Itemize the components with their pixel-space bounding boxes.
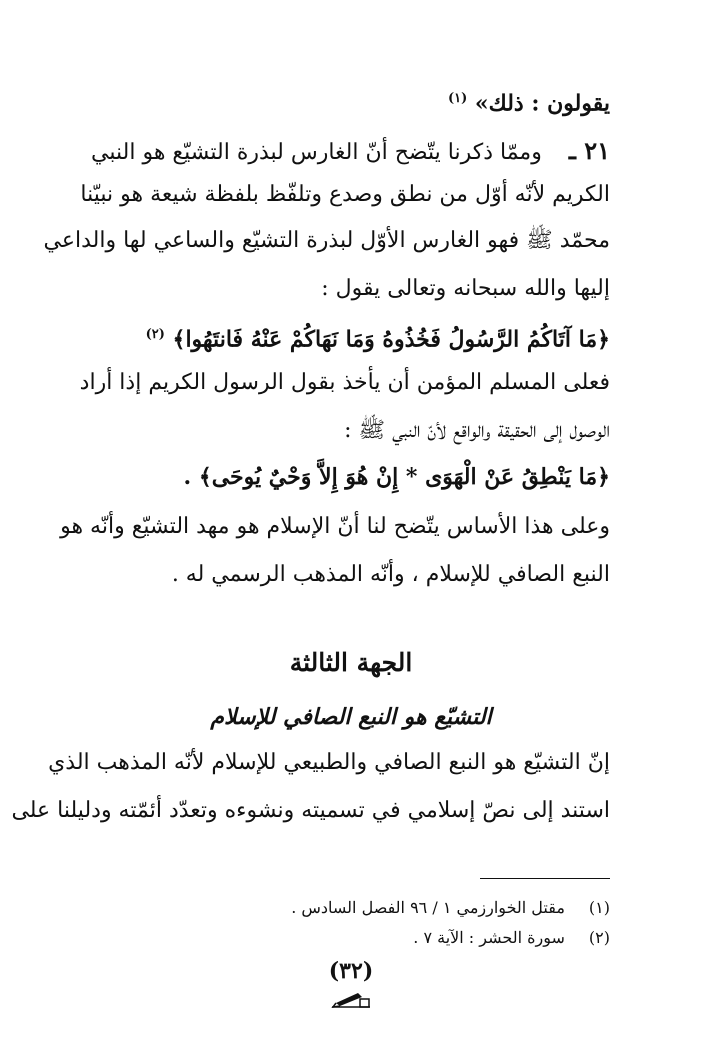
text-line-11: النبع الصافي للإسلام ، وأنّه المذهب الرسمي له . xyxy=(171,562,610,587)
body-line-2: استند إلى نصّ إسلامي في تسميته ونشوءه وتعدّد أئمّته ودليلنا على xyxy=(11,798,610,823)
footnote-ref-1: (١) xyxy=(447,91,468,106)
quran-verse-2: ﴿مَا يَنْطِقُ عَنْ الْهَوَى * إِنْ هُوَ إِلاَّ وَحْيٌ يُوحَى﴾ . xyxy=(183,464,610,490)
text-line-1-content: يقولون : ذلك» xyxy=(474,90,610,117)
text-line-10: وعلى هذا الأساس يتّضح لنا أنّ الإسلام هو مهد التشيّع وأنّه هو xyxy=(60,514,610,539)
footnote-2-text: سورة الحشر : الآية ٧ . xyxy=(413,928,565,947)
quran-verse-1-content: ﴿مَا آتَاكُمُ الرَّسُولُ فَخُذُوهُ وَمَا نَهَاكُمْ عَنْهُ فَانتَهُوا﴾ xyxy=(172,326,610,353)
section-heading: الجهة الثالثة xyxy=(289,648,413,677)
page-number: (٣٢) xyxy=(328,958,374,984)
footnote-1-text: مقتل الخوارزمي ١ / ٩٦ الفصل السادس . xyxy=(291,898,565,917)
section-subheading: التشيّع هو النبع الصافي للإسلام xyxy=(210,704,492,730)
text-line-5: إليها والله سبحانه وتعالى يقول : xyxy=(321,276,610,301)
footnote-2-index: (٢) xyxy=(588,928,610,947)
footnote-ref-2: (٢) xyxy=(145,327,165,342)
body-line-1: إنّ التشيّع هو النبع الصافي والطبيعي للإسلام لأنّه المذهب الذي xyxy=(48,750,610,775)
text-line-7: فعلى المسلم المؤمن أن يأخذ بقول الرسول الكريم إذا أراد xyxy=(79,370,610,395)
text-line-3: الكريم لأنّه أوّل من نطق وصدع وتلفّظ بلفظة شيعة هو نبيّنا xyxy=(80,182,610,207)
text-line-2-content: وممّا ذكرنا يتّضح أنّ الغارس لبذرة التشيّع هو النبي xyxy=(91,140,542,165)
text-line-8: الوصول إلى الحقيقة والواقع لأنّ النبي ﷺ : xyxy=(344,418,610,443)
footnote-2 xyxy=(90,927,610,949)
footnote-separator xyxy=(480,878,610,879)
footnote-1 xyxy=(90,897,610,919)
pen-icon xyxy=(330,988,372,1008)
footnote-1-index: (١) xyxy=(588,898,610,917)
text-line-1 xyxy=(90,84,610,118)
text-line-2 xyxy=(90,136,610,168)
paragraph-number: ٢١ ـ xyxy=(568,136,610,165)
text-line-4: محمّد ﷺ فهو الغارس الأوّل لبذرة التشيّع والساعي لها والداعي xyxy=(43,228,610,253)
quran-verse-1 xyxy=(90,320,610,354)
